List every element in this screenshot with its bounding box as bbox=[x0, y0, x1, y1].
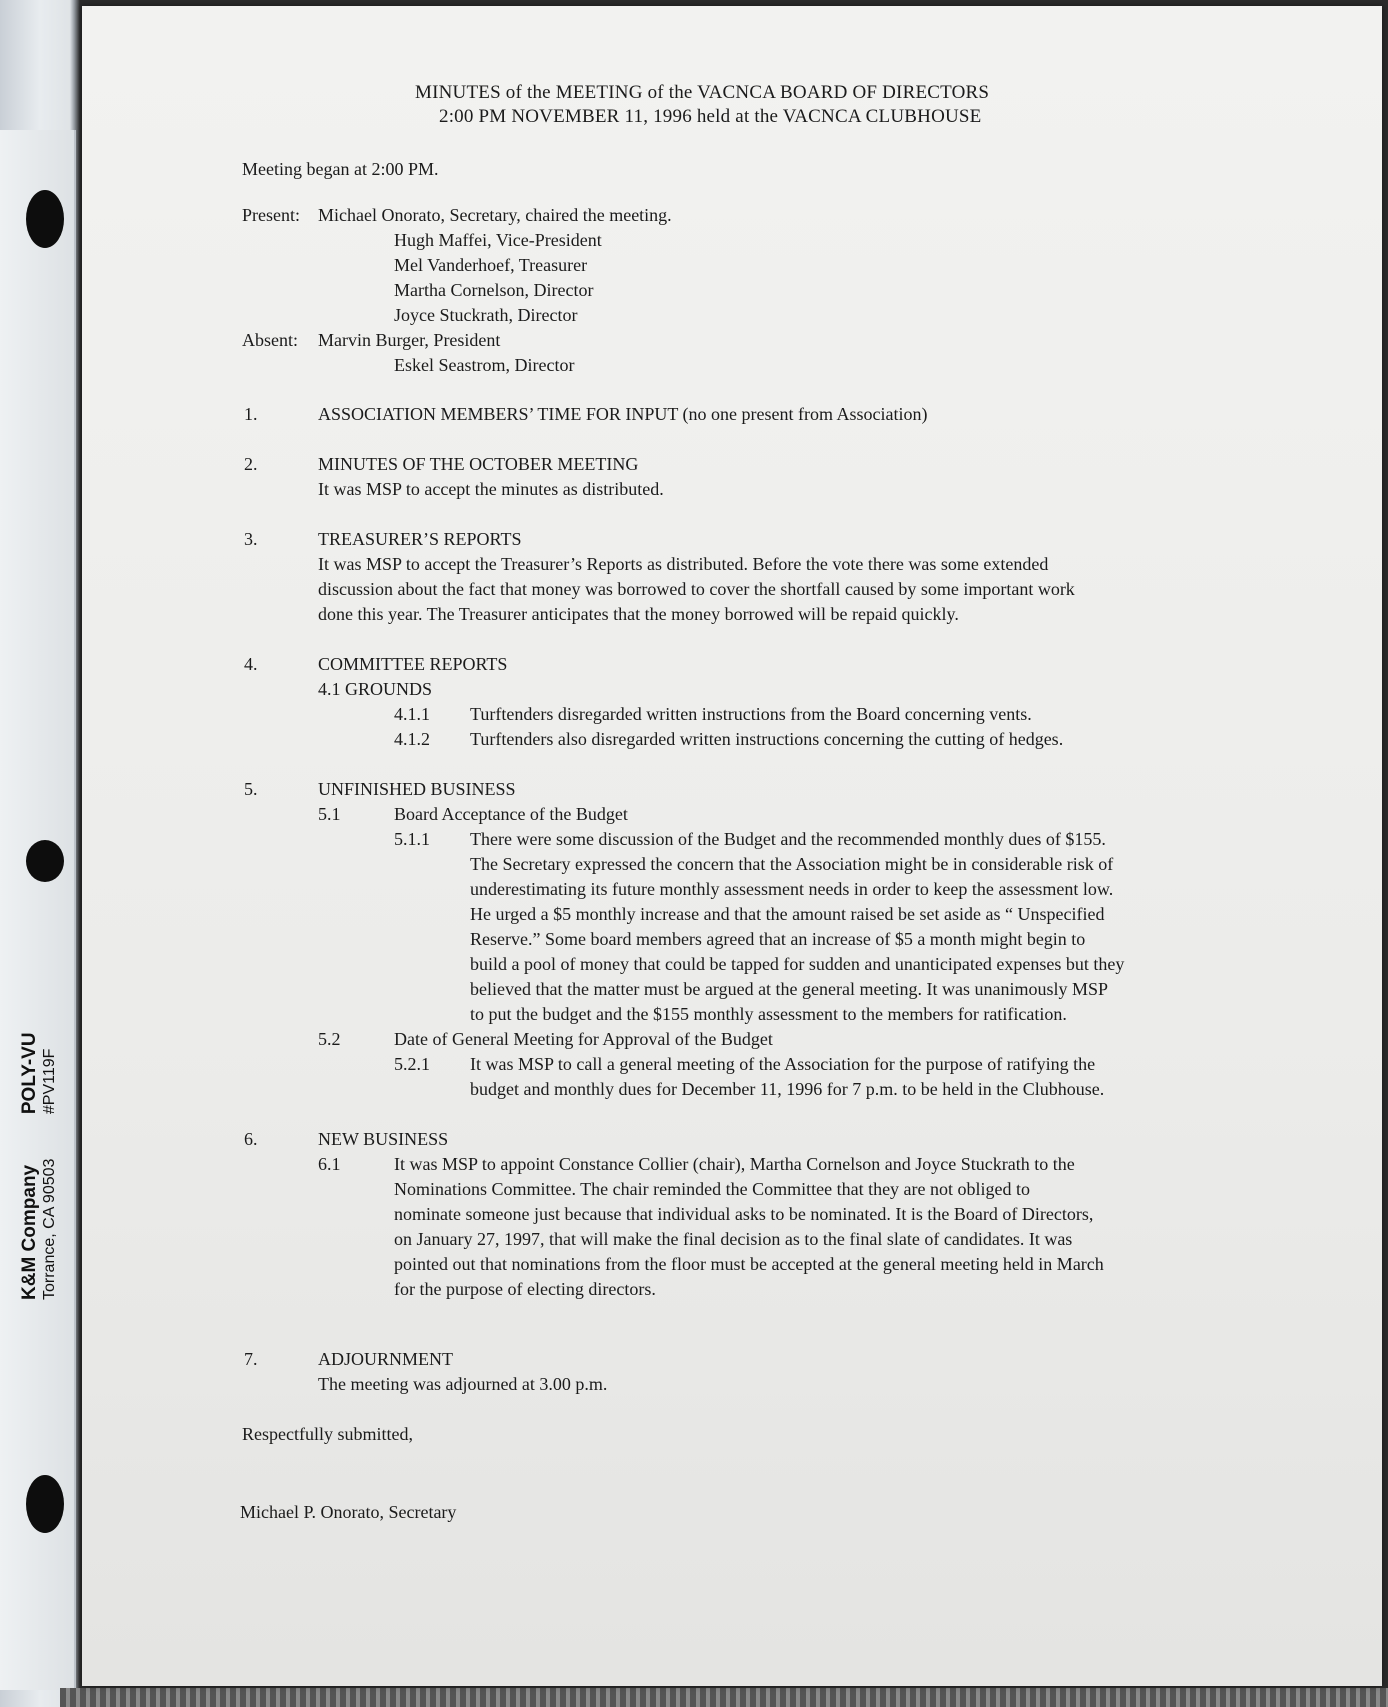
item-body-line: discussion about the fact that money was borrowed to cover the shortfall caused by some important work bbox=[318, 579, 1075, 599]
present-label: Present: bbox=[242, 205, 300, 225]
item-number: 6. bbox=[244, 1129, 258, 1149]
subsection-line: pointed out that nominations from the floor must be accepted at the general meeting held in March bbox=[394, 1254, 1104, 1274]
subsection-number: 4.1.2 bbox=[394, 729, 430, 749]
binder-hole-top bbox=[26, 190, 64, 248]
item-number: 1. bbox=[244, 404, 258, 424]
present-member: Hugh Maffei, Vice-President bbox=[394, 230, 602, 250]
brand-location: Torrance, CA 90503 bbox=[41, 1158, 58, 1300]
item-heading: ADJOURNMENT bbox=[318, 1349, 453, 1369]
subsection-line: to put the budget and the $155 monthly assessment to the members for ratification. bbox=[470, 1004, 1067, 1024]
subsection-line: It was MSP to appoint Constance Collier (chair), Martha Cornelson and Joyce Stuckrath to the bbox=[394, 1154, 1075, 1174]
item-number: 5. bbox=[244, 779, 258, 799]
item-number: 4. bbox=[244, 654, 258, 674]
subsection-number: 4.1.1 bbox=[394, 704, 430, 724]
absent-member: Marvin Burger, President bbox=[318, 330, 501, 350]
item-heading: COMMITTEE REPORTS bbox=[318, 654, 508, 674]
subsection-number: 5.1 bbox=[318, 804, 341, 824]
present-chair: Michael Onorato, Secretary, chaired the meeting. bbox=[318, 205, 672, 225]
subsection-number: 5.2 bbox=[318, 1029, 341, 1049]
subsection-line: build a pool of money that could be tapped for sudden and unanticipated expenses but they bbox=[470, 954, 1125, 974]
subsection-line: It was MSP to call a general meeting of the Association for the purpose of ratifying the bbox=[470, 1054, 1096, 1074]
product-code: #PV119F bbox=[41, 1048, 58, 1115]
item-number: 7. bbox=[244, 1349, 258, 1369]
item-body: It was MSP to accept the minutes as distributed. bbox=[318, 479, 664, 499]
present-member: Mel Vanderhoef, Treasurer bbox=[394, 255, 588, 275]
subsection-line: on January 27, 1997, that will make the final decision as to the final slate of candidates. It was bbox=[394, 1229, 1073, 1249]
subsection-line: Reserve.” Some board members agreed that an increase of $5 a month might begin to bbox=[470, 929, 1086, 949]
sleeve-brand-label bbox=[20, 992, 60, 1300]
sleeve-bottom-edge bbox=[60, 1688, 1388, 1707]
absent-member: Eskel Seastrom, Director bbox=[394, 355, 575, 375]
subsection-line: believed that the matter must be argued at the general meeting. It was unanimously MSP bbox=[470, 979, 1109, 999]
subsection-line: There were some discussion of the Budget and the recommended monthly dues of $155. bbox=[470, 829, 1106, 849]
brand-name: K&M Company bbox=[19, 1164, 40, 1300]
subsection-heading: Date of General Meeting for Approval of the Budget bbox=[394, 1029, 773, 1049]
meeting-opening: Meeting began at 2:00 PM. bbox=[242, 159, 439, 179]
binder-strip bbox=[0, 130, 76, 1690]
subsection-text: Turftenders also disregarded written instructions concerning the cutting of hedges. bbox=[470, 729, 1064, 749]
subsection-text: Turftenders disregarded written instructions from the Board concerning vents. bbox=[470, 704, 1032, 724]
subsection-line: nominate someone just because that individual asks to be nominated. It is the Board of Directors, bbox=[394, 1204, 1094, 1224]
item-heading: NEW BUSINESS bbox=[318, 1129, 449, 1149]
subsection-line: underestimating its future monthly assessment needs in order to keep the assessment low. bbox=[470, 879, 1114, 899]
item-body-line: done this year. The Treasurer anticipates that the money borrowed will be repaid quickly. bbox=[318, 604, 959, 624]
present-member: Martha Cornelson, Director bbox=[394, 280, 594, 300]
binder-hole-bottom bbox=[26, 1475, 64, 1533]
document-page bbox=[82, 6, 1382, 1686]
product-name: POLY-VU bbox=[19, 1032, 40, 1115]
subsection-line: The Secretary expressed the concern that the Association might be in considerable risk of bbox=[470, 854, 1114, 874]
item-heading: TREASURER’S REPORTS bbox=[318, 529, 522, 549]
subsection-number: 5.1.1 bbox=[394, 829, 430, 849]
subsection-line: He urged a $5 monthly increase and that the amount raised be set aside as “ Unspecified bbox=[470, 904, 1105, 924]
subsection-line: budget and monthly dues for December 11, 1996 for 7 p.m. to be held in the Clubhouse. bbox=[470, 1079, 1105, 1099]
binder-hole-middle bbox=[26, 840, 64, 882]
subsection-line: for the purpose of electing directors. bbox=[394, 1279, 656, 1299]
item-number: 3. bbox=[244, 529, 258, 549]
subsection-number: 5.2.1 bbox=[394, 1054, 430, 1074]
subsection-heading: 4.1 GROUNDS bbox=[318, 679, 433, 699]
subsection-number: 6.1 bbox=[318, 1154, 341, 1174]
item-heading: MINUTES OF THE OCTOBER MEETING bbox=[318, 454, 639, 474]
closing: Respectfully submitted, bbox=[242, 1424, 413, 1444]
item-body: The meeting was adjourned at 3.00 p.m. bbox=[318, 1374, 608, 1394]
document-title-line2: 2:00 PM NOVEMBER 11, 1996 held at the VACNCA CLUBHOUSE bbox=[439, 106, 982, 127]
item-heading: ASSOCIATION MEMBERS’ TIME FOR INPUT (no one present from Association) bbox=[318, 404, 928, 424]
subsection-line: Nominations Committee. The chair reminded the Committee that they are not obliged to bbox=[394, 1179, 1031, 1199]
subsection-heading: Board Acceptance of the Budget bbox=[394, 804, 628, 824]
signature: Michael P. Onorato, Secretary bbox=[240, 1502, 457, 1522]
present-member: Joyce Stuckrath, Director bbox=[394, 305, 578, 325]
absent-label: Absent: bbox=[242, 330, 298, 350]
item-number: 2. bbox=[244, 454, 258, 474]
item-heading: UNFINISHED BUSINESS bbox=[318, 779, 516, 799]
document-title-line1: MINUTES of the MEETING of the VACNCA BOARD OF DIRECTORS bbox=[415, 82, 990, 103]
item-body-line: It was MSP to accept the Treasurer’s Reports as distributed. Before the vote there was some extended bbox=[318, 554, 1049, 574]
